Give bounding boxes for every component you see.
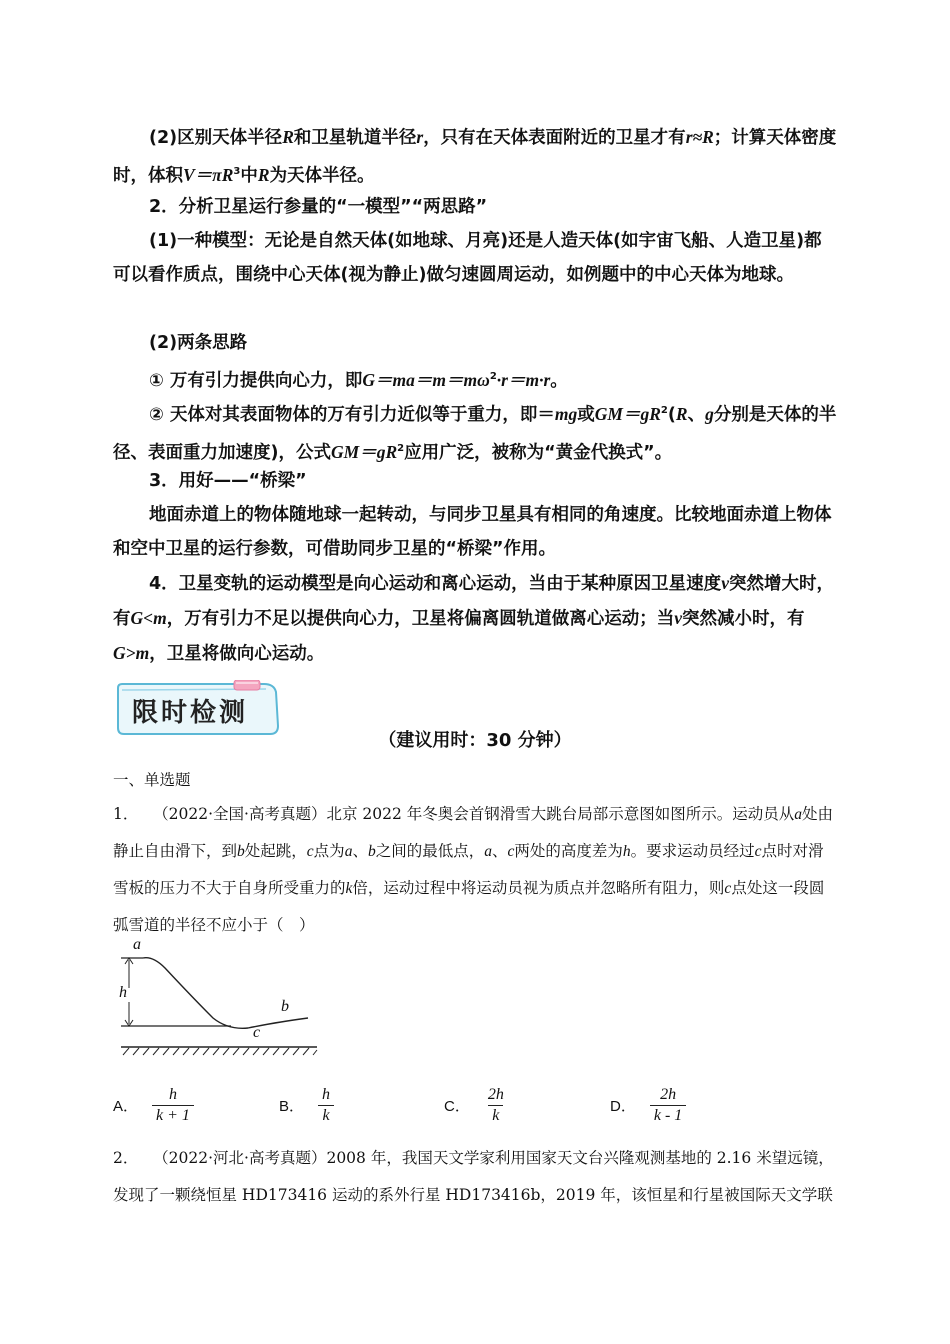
fraction-denominator: k xyxy=(488,1105,503,1125)
text-run: ，只有在天体表面附近的卫星才有 xyxy=(423,128,686,148)
text-run: 分别是天体的半径、表面重力加速度)，公式 xyxy=(113,404,837,463)
option-a[interactable] xyxy=(113,1080,194,1130)
var-c: c xyxy=(724,880,732,897)
paragraph-one-model: (1)一种模型：无论是自然天体(如地球、月亮)还是人造天体(如宇宙飞船、人造卫星)都可以看作质点，围绕中心天体(视为静止)做匀速圆周运动，如例题中的中心天体为地球。 xyxy=(113,231,822,285)
formula-GM: GM＝gR xyxy=(594,403,661,424)
fraction-numerator: 2h xyxy=(487,1085,504,1103)
ski-slope-diagram xyxy=(113,940,323,1060)
text-run: ，万有引力不足以提供向心力，卫星将偏离圆轨道做离心运动；当 xyxy=(166,609,675,629)
text-run: 、 xyxy=(687,404,706,425)
question-number: 1． xyxy=(113,805,139,823)
fraction-numerator: h xyxy=(168,1085,177,1103)
option-fraction xyxy=(484,1086,508,1125)
option-fraction xyxy=(650,1086,686,1125)
text-run: 点处这一段圆弧雪道的半径不应小于（ ） xyxy=(113,879,825,934)
fraction-numerator: h xyxy=(322,1085,331,1103)
text-run: 两处的高度差为 xyxy=(514,842,623,860)
text-run: 处由静止自由滑下，到 xyxy=(113,805,834,860)
formula-mg: mg xyxy=(554,403,578,424)
option-c[interactable] xyxy=(444,1080,508,1130)
var-c: c xyxy=(306,843,314,860)
paragraph-idea-one xyxy=(113,360,838,398)
var-R: R xyxy=(282,127,294,147)
figure-label-h: h xyxy=(119,984,127,1001)
var-R: R xyxy=(257,164,270,185)
option-b[interactable] xyxy=(279,1080,334,1130)
text-run: 突然减小时，有 xyxy=(682,609,805,629)
fraction-denominator: k - 1 xyxy=(650,1105,686,1125)
formula-G-less: G<m xyxy=(130,608,167,628)
text-run: 之间的最低点， xyxy=(375,842,485,860)
var-b: b xyxy=(237,843,245,860)
text-run: 和卫星轨道半径 xyxy=(293,128,417,148)
text-run: 、 xyxy=(352,842,368,860)
text-run: 突然增大时，有 xyxy=(113,574,834,629)
formula-G-greater: G>m xyxy=(113,643,150,663)
option-label: D． xyxy=(610,1097,636,1115)
suggested-time: （建议用时：30 分钟） xyxy=(378,730,572,751)
text-run: 。要求运动员经过 xyxy=(630,842,755,860)
text-run: 倍，运动过程中将运动员视为质点并忽略所有阻力，则 xyxy=(352,879,725,897)
question-text: （2022·河北·高考真题）2008 年，我国天文学家利用国家天文台兴隆观测基地的 2.16 米望远镜，发现了一颗绕恒星 HD173416 运动的系外行星 HD173416b，2019 年，该恒星和行星被国际天文学联 xyxy=(113,1149,834,1204)
question-1 xyxy=(113,796,838,944)
superscript: 2 xyxy=(397,442,405,454)
var-c: c xyxy=(507,843,515,860)
formula-r-approx-R: r≈R xyxy=(685,127,714,147)
figure-label-c: c xyxy=(253,1024,261,1041)
fraction-denominator: k xyxy=(318,1105,333,1125)
text-run: (2)区别天体半径 xyxy=(149,128,283,148)
var-g: g xyxy=(705,403,714,424)
fraction-numerator: 2h xyxy=(660,1085,677,1103)
option-fraction xyxy=(152,1086,194,1125)
question-number: 2． xyxy=(113,1149,139,1167)
text-run: （2022·全国·高考真题）北京 2022 年冬奥会首钢滑雪大跳台局部示意图如图所示。运动员从 xyxy=(153,805,795,823)
var-b: b xyxy=(367,843,376,860)
superscript: 3 xyxy=(233,166,241,177)
var-c: c xyxy=(754,843,762,860)
badge-text: 限时检测 xyxy=(132,698,249,728)
superscript: 2 xyxy=(489,371,497,382)
text-run: ② 天体对其表面物体的万有引力近似等于重力，即＝ xyxy=(149,404,555,425)
var-a: a xyxy=(344,843,353,860)
formula-GM: GM＝gR xyxy=(331,441,398,462)
heading-bridge: 3．用好——“桥梁” xyxy=(149,471,307,491)
text-run: 点时对滑雪板的压力不大于自身所受重力的 xyxy=(113,842,824,897)
var-a: a xyxy=(484,843,492,860)
text-run: ( xyxy=(667,404,676,425)
ski-jump-figure xyxy=(113,936,323,1060)
text-run: 。 xyxy=(550,370,568,391)
section-heading-single-choice: 一、单选题 xyxy=(113,771,191,789)
figure-label-b: b xyxy=(281,998,289,1015)
text-run: 4．卫星变轨的运动模型是向心运动和离心运动，当由于某种原因卫星速度 xyxy=(149,574,722,594)
figure-label-a: a xyxy=(133,936,141,953)
var-r: r xyxy=(416,127,424,147)
paragraph-bridge: 地面赤道上的物体随地球一起转动，与同步卫星具有相同的角速度。比较地面赤道上物体和空中卫星的运行参数，可借助同步卫星的“桥梁”作用。 xyxy=(113,505,832,559)
text-run: ，卫星将做向心运动。 xyxy=(149,644,325,664)
heading-two-ideas: (2)两条思路 xyxy=(149,333,248,353)
formula-centripetal-2: ·r＝m·r xyxy=(496,369,551,390)
paragraph-orbit-change xyxy=(113,566,838,671)
option-label: C． xyxy=(444,1097,470,1115)
text-run: ① 万有引力提供向心力，即 xyxy=(149,370,363,391)
fraction-denominator: k + 1 xyxy=(152,1105,194,1125)
text-run: 中 xyxy=(240,165,258,186)
question-2 xyxy=(113,1140,838,1214)
formula-volume: V＝πR xyxy=(183,164,234,185)
paragraph-radius-distinction xyxy=(113,120,838,193)
text-run: 、 xyxy=(491,842,508,860)
paragraph-idea-two xyxy=(113,394,838,470)
heading-model: 2．分析卫星运行参量的“一模型”“两思路” xyxy=(149,197,488,217)
text-run: 为天体半径。 xyxy=(269,165,375,186)
option-label: A． xyxy=(113,1097,139,1115)
var-k: k xyxy=(345,880,353,897)
text-run: 应用广泛，被称为“黄金代换式”。 xyxy=(404,442,673,463)
text-run: 处起跳， xyxy=(244,842,307,860)
superscript: 2 xyxy=(660,405,668,416)
var-v: v xyxy=(674,608,683,628)
formula-centripetal: G＝ma＝m＝mω xyxy=(362,369,490,390)
var-v: v xyxy=(721,573,729,593)
var-a: a xyxy=(794,806,803,823)
text-run: 点为 xyxy=(313,842,345,860)
option-fraction xyxy=(318,1086,334,1125)
var-R: R xyxy=(675,403,688,424)
text-run: 或 xyxy=(577,404,595,425)
option-label: B． xyxy=(279,1097,305,1115)
var-h: h xyxy=(622,843,631,860)
option-d[interactable] xyxy=(610,1080,686,1130)
text-run: ；计算天体密度时，体积 xyxy=(113,128,837,186)
